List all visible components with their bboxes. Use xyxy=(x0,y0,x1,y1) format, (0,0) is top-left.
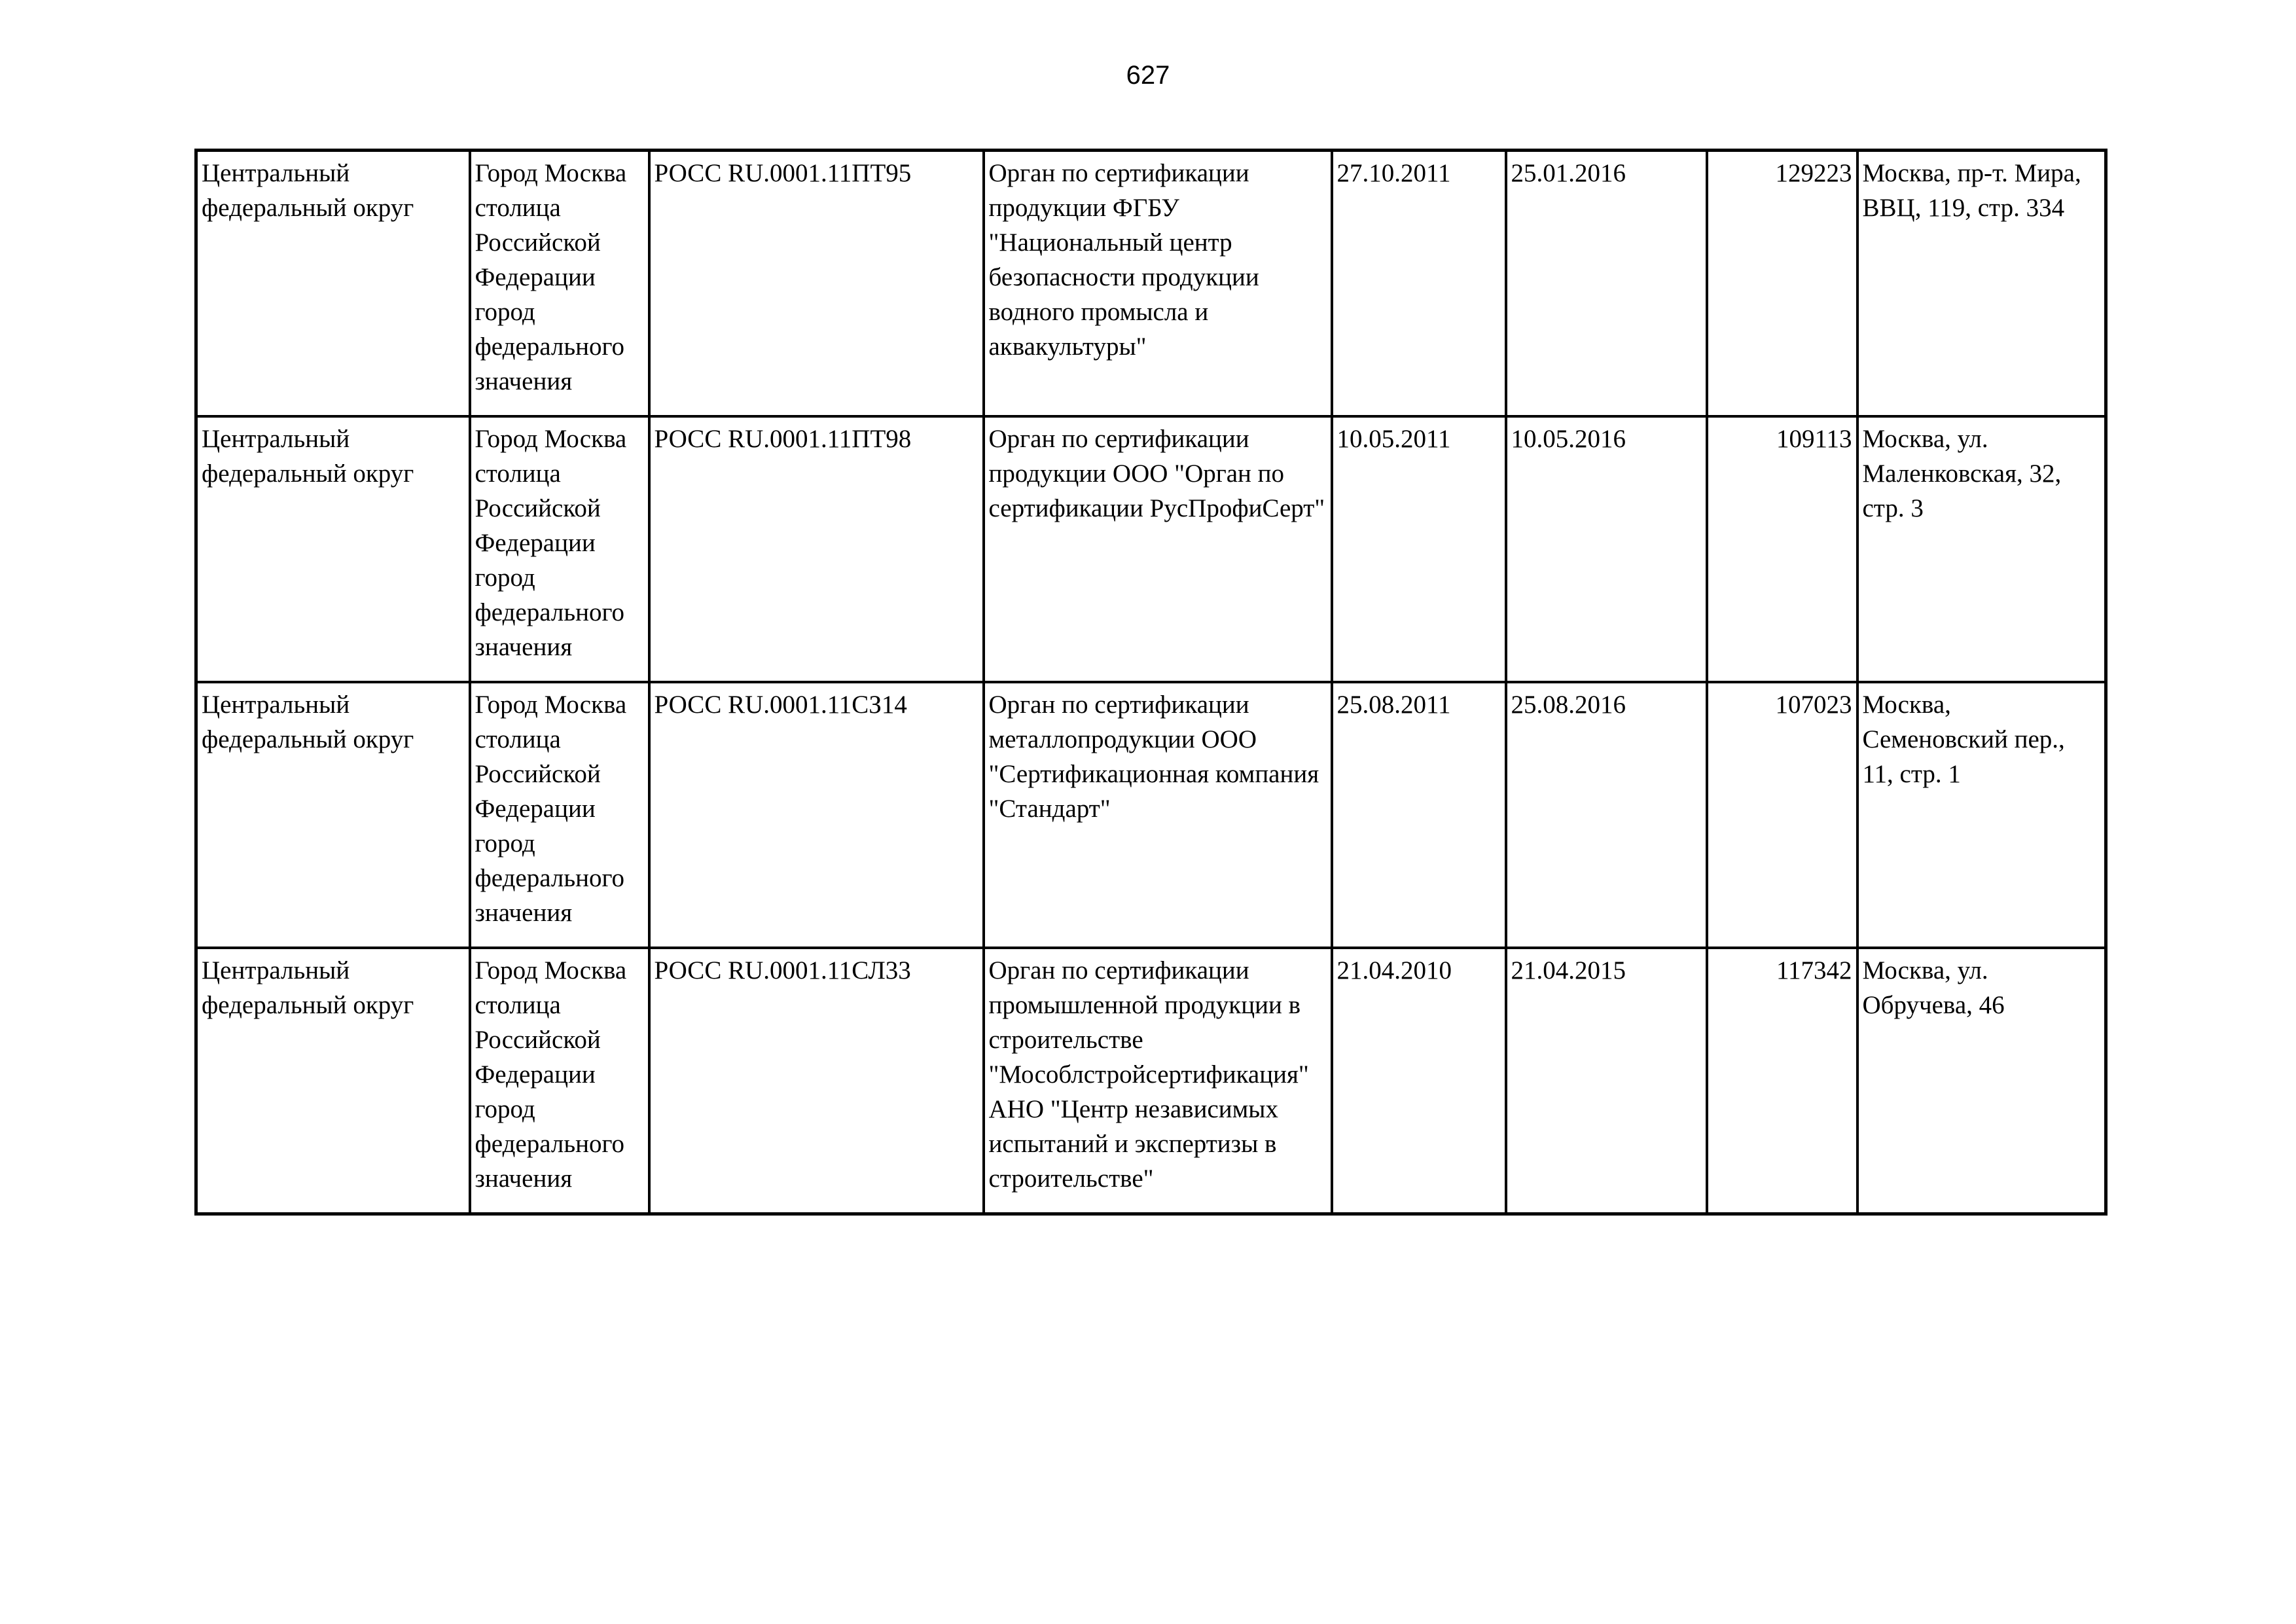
cell-date-valid: 10.05.2016 xyxy=(1506,416,1707,682)
certification-bodies-table xyxy=(194,149,2108,1216)
table-row xyxy=(196,682,2106,948)
cell-region: Город Москва столица Российской Федерации город федерального значения xyxy=(470,151,649,417)
cell-date-valid: 25.01.2016 xyxy=(1506,151,1707,417)
table-row xyxy=(196,948,2106,1214)
cell-date-issued: 25.08.2011 xyxy=(1332,682,1506,948)
cell-date-issued: 27.10.2011 xyxy=(1332,151,1506,417)
cell-address: Москва, ул. Обручева, 46 xyxy=(1857,948,2106,1214)
cell-date-issued: 21.04.2010 xyxy=(1332,948,1506,1214)
cell-district: Центральный федеральный округ xyxy=(196,151,470,417)
cell-district: Центральный федеральный округ xyxy=(196,948,470,1214)
cell-registration-number: РОСС RU.0001.11СЛ33 xyxy=(649,948,984,1214)
cell-region: Город Москва столица Российской Федерации город федерального значения xyxy=(470,416,649,682)
cell-address: Москва, ул. Маленковская, 32, стр. 3 xyxy=(1857,416,2106,682)
cell-district: Центральный федеральный округ xyxy=(196,682,470,948)
table-row xyxy=(196,151,2106,417)
cell-registration-number: РОСС RU.0001.11СЗ14 xyxy=(649,682,984,948)
cell-date-valid: 25.08.2016 xyxy=(1506,682,1707,948)
cell-organization: Орган по сертификации промышленной продукции в строительстве "Мособлстройсертификация" АНО "Центр независимых испытаний и экспертизы в строительстве" xyxy=(984,948,1332,1214)
cell-postal-code: 129223 xyxy=(1707,151,1857,417)
cell-region: Город Москва столица Российской Федерации город федерального значения xyxy=(470,682,649,948)
cell-postal-code: 107023 xyxy=(1707,682,1857,948)
cell-address: Москва, Семеновский пер., 11, стр. 1 xyxy=(1857,682,2106,948)
cell-district: Центральный федеральный округ xyxy=(196,416,470,682)
cell-postal-code: 109113 xyxy=(1707,416,1857,682)
cell-organization: Орган по сертификации продукции ФГБУ "Национальный центр безопасности продукции водного промысла и аквакультуры" xyxy=(984,151,1332,417)
cell-region: Город Москва столица Российской Федерации город федерального значения xyxy=(470,948,649,1214)
cell-date-valid: 21.04.2015 xyxy=(1506,948,1707,1214)
cell-postal-code: 117342 xyxy=(1707,948,1857,1214)
cell-address: Москва, пр-т. Мира, ВВЦ, 119, стр. 334 xyxy=(1857,151,2106,417)
cell-registration-number: РОСС RU.0001.11ПТ98 xyxy=(649,416,984,682)
cell-registration-number: РОСС RU.0001.11ПТ95 xyxy=(649,151,984,417)
cell-organization: Орган по сертификации продукции ООО "Орган по сертификации РусПрофиСерт" xyxy=(984,416,1332,682)
table-row xyxy=(196,416,2106,682)
page-number: 627 xyxy=(1126,61,1170,90)
cell-organization: Орган по сертификации металлопродукции ООО "Сертификационная компания "Стандарт" xyxy=(984,682,1332,948)
cell-date-issued: 10.05.2011 xyxy=(1332,416,1506,682)
